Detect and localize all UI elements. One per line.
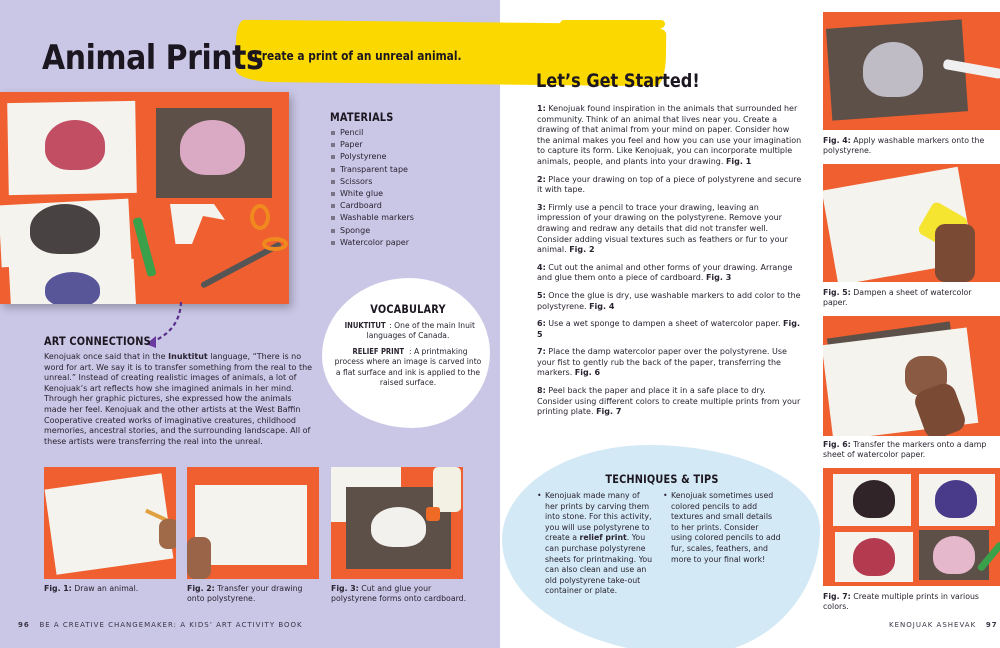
fig5-caption: Fig. 5: Dampen a sheet of watercolor paper. bbox=[823, 288, 972, 307]
materials-item: Washable markers bbox=[330, 212, 414, 224]
hero-photo-prints bbox=[0, 92, 289, 304]
fig5-photo bbox=[823, 164, 1000, 282]
author-name: KENOJUAK ASHEVAK bbox=[889, 621, 977, 629]
page-number-left: 96 bbox=[18, 621, 30, 629]
fig2-photo bbox=[187, 467, 319, 579]
materials-heading: MATERIALS bbox=[330, 110, 394, 124]
materials-item: Paper bbox=[330, 139, 414, 151]
art-connections-heading: ART CONNECTIONS bbox=[44, 334, 151, 348]
page-subtitle: Create a print of an unreal animal. bbox=[254, 48, 462, 63]
step-item: 1: Kenojuak found inspiration in the animals that surrounded her community. Think of an animal that lives near you. Create a drawing of that animal from your mind on paper. Consider how the animal makes you feel and how you can use your imagination to capture its form. Like Kenojuak, you can incorporate multiple animals, people, and plants into your drawing. Fig. 1 bbox=[537, 104, 802, 166]
materials-item: Cardboard bbox=[330, 200, 414, 212]
materials-item: Sponge bbox=[330, 225, 414, 237]
tip-item: • Kenojuak sometimes used colored pencils to add textures and small details to her prints. Consider using colored pencils to add fur, scales, feathers, and more to your final work! bbox=[663, 491, 781, 565]
step-item: 2: Place your drawing on top of a piece of polystyrene and secure it with tape. bbox=[537, 174, 802, 195]
page-title: Animal Prints bbox=[42, 38, 264, 78]
fig7-photo bbox=[823, 468, 1000, 586]
lets-get-started-heading: Let’s Get Started! bbox=[536, 70, 700, 92]
vocabulary-term: RELIEF PRINT : A printmaking process where an image is carved into a flat surface and ink is applied to the raised surface. bbox=[334, 346, 482, 388]
step-item: 8: Peel back the paper and place it in a safe place to dry. Consider using different colors to create multiple prints from your printing plate. Fig. 7 bbox=[537, 386, 801, 417]
yellow-brush-stroke-top bbox=[560, 20, 665, 28]
step-item: 5: Once the glue is dry, use washable markers to add color to the polystyrene. Fig. 4 bbox=[537, 290, 801, 311]
materials-list bbox=[330, 127, 414, 249]
fig4-caption: Fig. 4: Apply washable markers onto the polystyrene. bbox=[823, 136, 985, 155]
page-number-right: 97 bbox=[985, 621, 998, 629]
book-title: BE A CREATIVE CHANGEMAKER: A KIDS’ ART ACTIVITY BOOK bbox=[39, 621, 303, 629]
materials-item: White glue bbox=[330, 188, 414, 200]
step-item: 7: Place the damp watercolor paper over the polystyrene. Use your fist to gently rub the back of the paper, transferring the markers. Fig. 6 bbox=[537, 347, 787, 378]
fig6-caption: Fig. 6: Transfer the markers onto a damp sheet of watercolor paper. bbox=[823, 440, 987, 459]
step-item: 3: Firmly use a pencil to trace your drawing, leaving an impression of your drawing on the polystyrene. Remove your drawing and redraw any details that did not transfer well. Consider adding visual textures such as feathers or fur to your animal. Fig. 2 bbox=[537, 202, 788, 255]
fig1-caption: Fig. 1: Draw an animal. bbox=[44, 584, 139, 593]
left-footer bbox=[18, 621, 303, 629]
materials-item: Polystyrene bbox=[330, 151, 414, 163]
fig3-photo bbox=[331, 467, 463, 579]
art-connections-section bbox=[44, 334, 314, 447]
materials-item: Scissors bbox=[330, 176, 414, 188]
materials-item: Pencil bbox=[330, 127, 414, 139]
step-item: 4: Cut out the animal and other forms of your drawing. Arrange and glue them onto a piece of cardboard. Fig. 3 bbox=[537, 262, 793, 283]
tip-item: • Kenojuak made many of her prints by carving them into stone. For this activity, you will use polystyrene to create a relief print. You can purchase polystyrene sheets for printmaking. You can also clean and use an old polystyrene take-out container or plate. bbox=[537, 491, 655, 597]
fig1-photo bbox=[44, 467, 176, 579]
materials-item: Transparent tape bbox=[330, 164, 414, 176]
fig3-caption: Fig. 3: Cut and glue your polystyrene forms onto cardboard. bbox=[331, 584, 467, 603]
fig4-photo bbox=[823, 12, 1000, 130]
steps-list bbox=[537, 104, 802, 425]
art-connections-text: Kenojuak once said that in the Inuktitut language, “There is no word for art. We say it is to transfer something from the real to the unreal.” Instead of creating realistic images of animals, a lot of Kenojuak’s art reflects how she imagined animals in her mind. Through her graphic pictures, she expressed how the animals made her feel. Kenojuak and the other artists at the West Baffin Cooperative created works of imaginative creatures, childhood memories, ancestral stories, and the surrounding landscape. All of these artists were transferring the real into the unreal. bbox=[44, 352, 313, 446]
vocabulary-term: INUKTITUT : One of the main Inuit languages of Canada. bbox=[344, 321, 475, 341]
right-footer bbox=[889, 621, 998, 629]
vocabulary-section bbox=[334, 302, 482, 388]
materials-item: Watercolor paper bbox=[330, 237, 414, 249]
materials-section bbox=[330, 110, 414, 249]
fig6-photo bbox=[823, 316, 1000, 436]
fig2-caption: Fig. 2: Transfer your drawing onto polystyrene. bbox=[187, 584, 303, 603]
fig7-caption: Fig. 7: Create multiple prints in various colors. bbox=[823, 592, 979, 611]
step-item: 6: Use a wet sponge to dampen a sheet of watercolor paper. Fig. 5 bbox=[537, 319, 801, 339]
vocabulary-heading: VOCABULARY bbox=[370, 302, 446, 316]
tips-heading: TECHNIQUES & TIPS bbox=[605, 472, 719, 486]
techniques-tips-section bbox=[537, 472, 787, 597]
